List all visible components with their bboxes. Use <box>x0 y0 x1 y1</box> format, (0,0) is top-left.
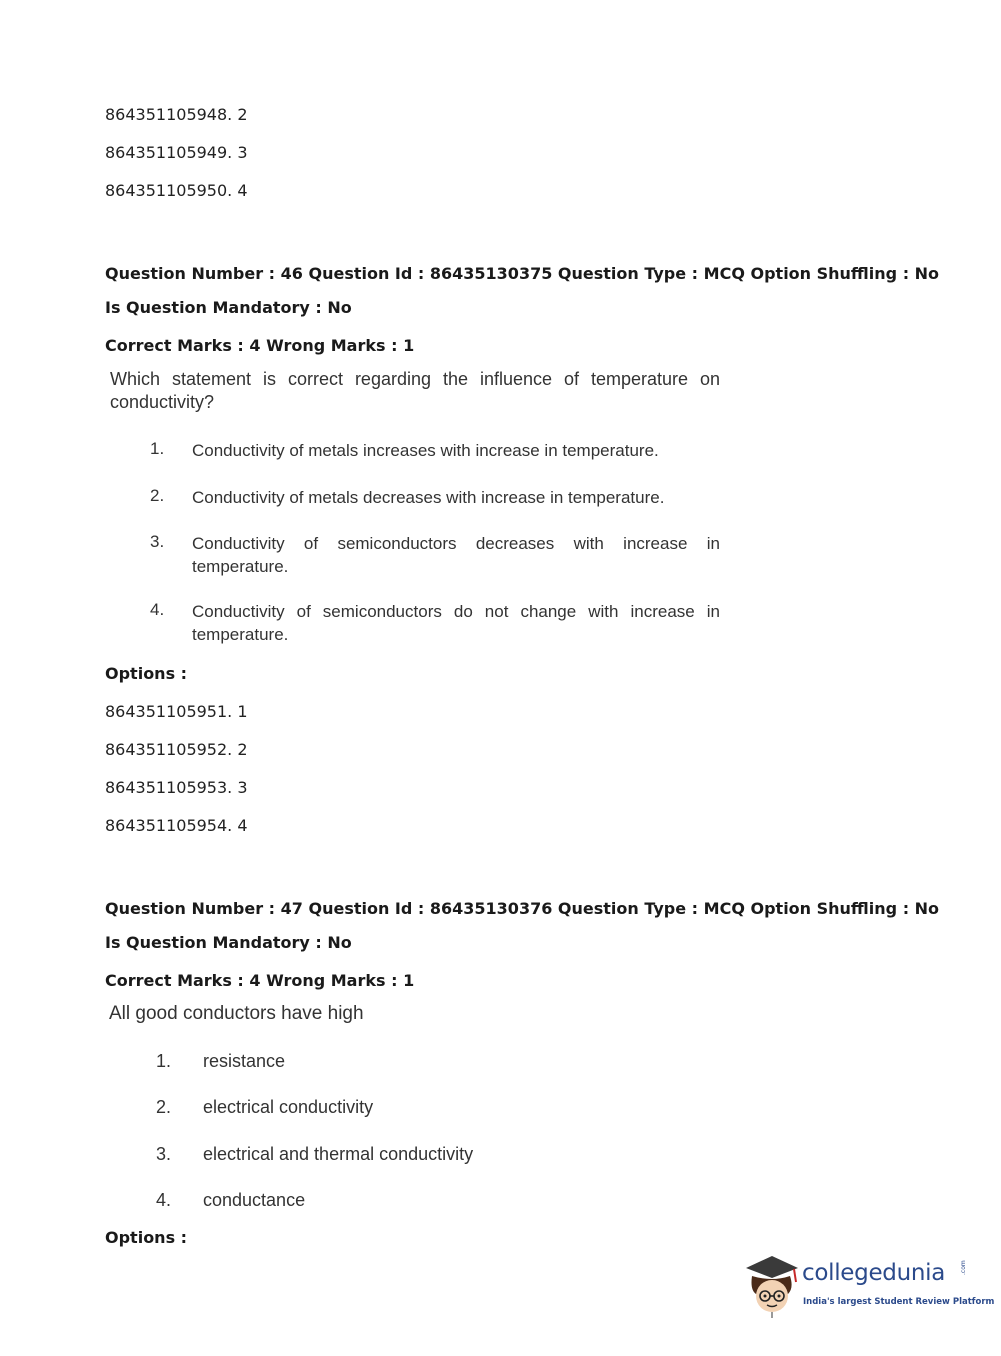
choice-number: 1. <box>150 439 165 458</box>
choice-number: 3. <box>150 532 165 551</box>
choice-text: electrical conductivity <box>203 1097 374 1117</box>
option-row: 864351105951. 1 <box>105 702 248 721</box>
choice-text: Conductivity of semiconductors do not change with increase in temperature. <box>192 602 720 644</box>
options-label: Options : <box>105 1228 188 1247</box>
choice-text: electrical and thermal conductivity <box>203 1144 474 1164</box>
choice-number: 4. <box>156 1190 172 1210</box>
question-marks: Correct Marks : 4 Wrong Marks : 1 <box>105 336 415 355</box>
choice-number: 3. <box>156 1144 172 1164</box>
option-row: 864351105949. 3 <box>105 143 248 162</box>
choice-number: 2. <box>150 486 165 505</box>
option-row: 864351105953. 3 <box>105 778 248 797</box>
choice-text: Conductivity of metals increases with increase in temperature. <box>192 441 659 460</box>
option-row: 864351105948. 2 <box>105 105 248 124</box>
question-mandatory: Is Question Mandatory : No <box>105 298 352 317</box>
brand-tagline: India's largest Student Review Platform <box>803 1297 995 1307</box>
brand-name: collegedunia <box>802 1260 946 1286</box>
brand-suffix: .com <box>960 1260 967 1275</box>
question-mandatory: Is Question Mandatory : No <box>105 933 352 952</box>
option-row: 864351105954. 4 <box>105 816 248 835</box>
choice-number: 2. <box>156 1097 172 1117</box>
choice-number: 4. <box>150 600 165 619</box>
question-stem: Which statement is correct regarding the influence of temperature on conductivity? <box>110 369 720 412</box>
options-label: Options : <box>105 664 188 683</box>
choice-text: resistance <box>203 1051 286 1071</box>
question-header: Question Number : 47 Question Id : 86435130376 Question Type : MCQ Option Shuffling : No <box>105 899 940 918</box>
option-row: 864351105950. 4 <box>105 181 248 200</box>
choice-number: 1. <box>156 1051 172 1071</box>
question-stem: All good conductors have high <box>109 1003 364 1024</box>
option-row: 864351105952. 2 <box>105 740 248 759</box>
question-header: Question Number : 46 Question Id : 86435130375 Question Type : MCQ Option Shuffling : No <box>105 264 940 283</box>
choice-text: Conductivity of metals decreases with increase in temperature. <box>192 488 665 507</box>
choice-text: conductance <box>203 1190 306 1210</box>
choice-text: Conductivity of semiconductors decreases with increase in temperature. <box>192 534 720 576</box>
question-marks: Correct Marks : 4 Wrong Marks : 1 <box>105 971 415 990</box>
mascot-icon <box>742 1250 802 1320</box>
